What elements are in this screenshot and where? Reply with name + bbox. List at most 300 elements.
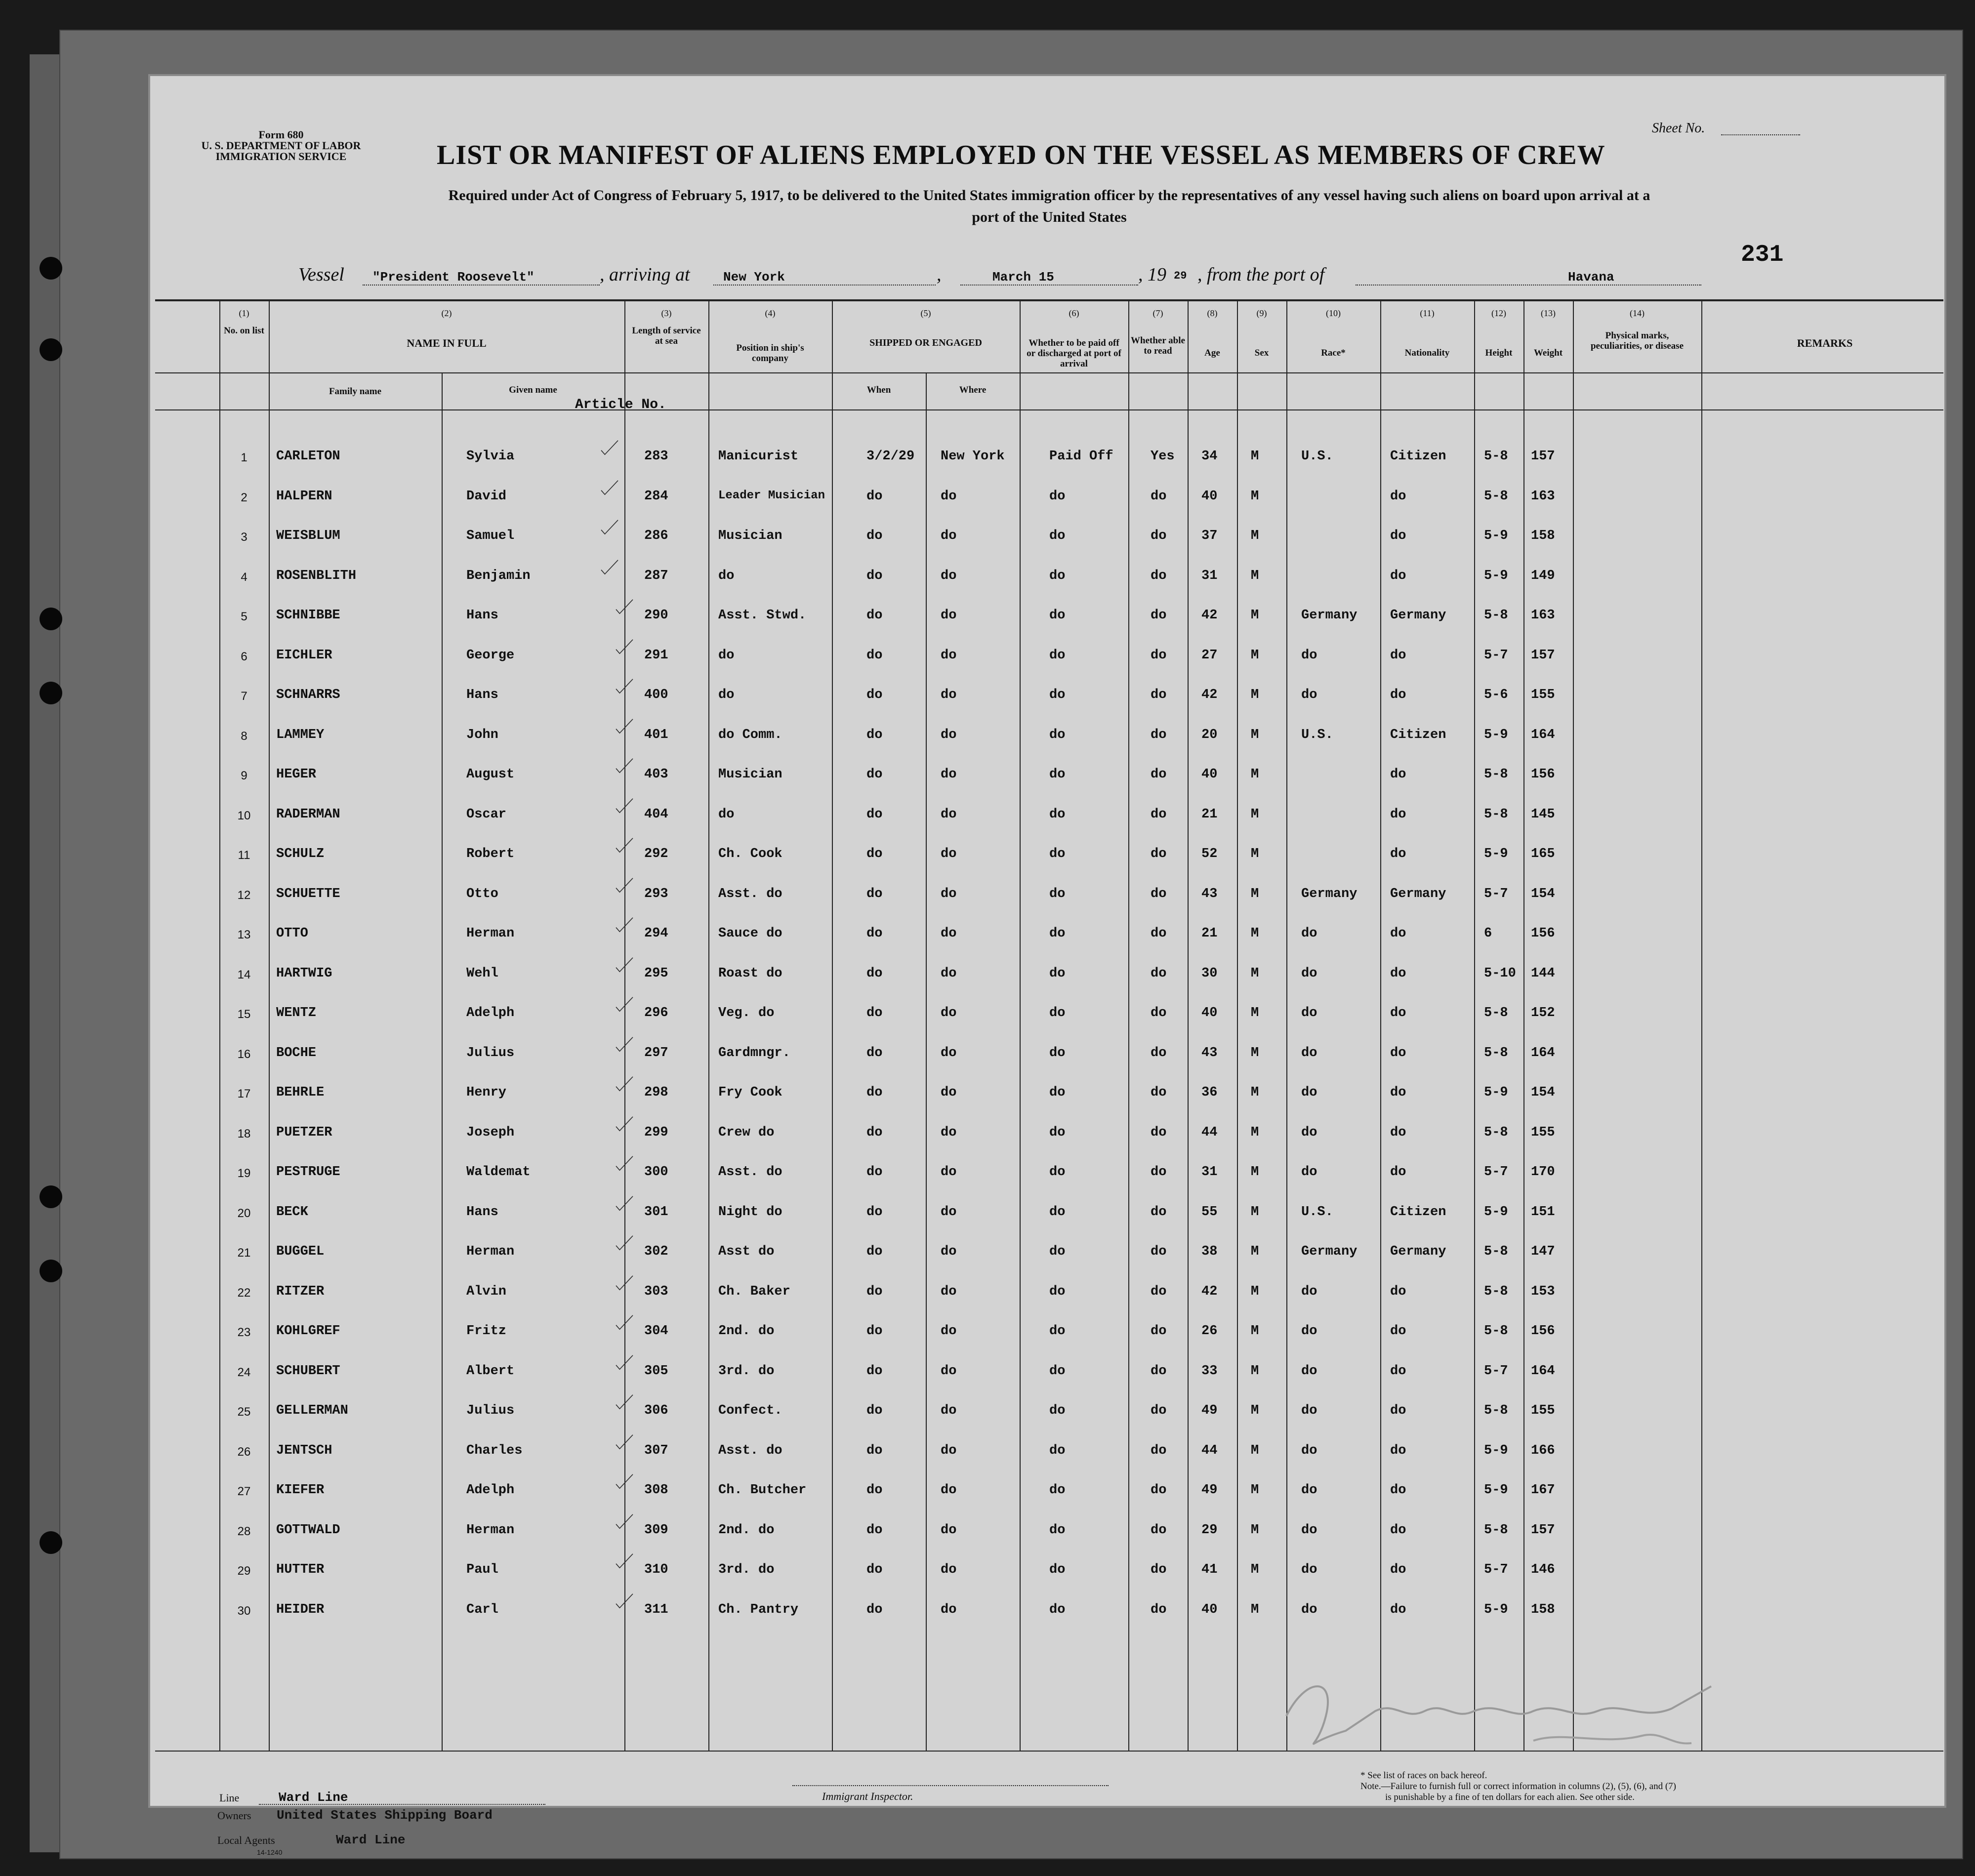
cell-height: 5-9 bbox=[1484, 1443, 1508, 1458]
cell-paid: do bbox=[1049, 568, 1066, 583]
cell-given: Julius bbox=[466, 1045, 515, 1060]
col-header-remarks: REMARKS bbox=[1797, 337, 1853, 349]
cell-race: do bbox=[1301, 1483, 1317, 1498]
cell-sex: M bbox=[1251, 926, 1259, 941]
table-subheader-rule bbox=[155, 409, 1943, 410]
cell-age: 37 bbox=[1201, 529, 1218, 543]
cell-when: do bbox=[866, 1085, 883, 1100]
cell-nationality: do bbox=[1390, 807, 1406, 822]
inspector-line bbox=[792, 1785, 1109, 1786]
cell-nationality: Citizen bbox=[1390, 1204, 1446, 1220]
cell-read: do bbox=[1151, 648, 1167, 663]
cell-read: do bbox=[1151, 529, 1167, 543]
row-number: 2 bbox=[241, 490, 247, 504]
cell-position: Asst. do bbox=[718, 1443, 782, 1458]
cell-when: do bbox=[866, 688, 883, 702]
row-number: 1 bbox=[241, 451, 247, 464]
cell-paid: do bbox=[1049, 1443, 1066, 1458]
cell-when: do bbox=[866, 568, 883, 583]
cell-read: do bbox=[1151, 489, 1167, 504]
cell-service: 303 bbox=[644, 1284, 668, 1299]
cell-position: 2nd. do bbox=[718, 1324, 775, 1339]
cell-height: 5-9 bbox=[1484, 1204, 1508, 1220]
cell-when: 3/2/29 bbox=[866, 449, 915, 464]
cell-service: 299 bbox=[644, 1125, 668, 1140]
cell-read: do bbox=[1151, 1204, 1167, 1220]
cell-nationality: do bbox=[1390, 1085, 1406, 1100]
cell-read: do bbox=[1151, 1324, 1167, 1339]
cell-race: do bbox=[1301, 1125, 1317, 1140]
cell-where: do bbox=[941, 489, 957, 504]
col-number: (5) bbox=[920, 308, 931, 318]
cell-weight: 164 bbox=[1531, 1363, 1555, 1379]
cell-where: do bbox=[941, 608, 957, 623]
col-number: (8) bbox=[1207, 308, 1218, 318]
row-number: 13 bbox=[237, 928, 251, 941]
sheet-number-line bbox=[1721, 134, 1800, 135]
cell-family: JENTSCH bbox=[276, 1443, 332, 1458]
check-mark bbox=[610, 757, 639, 774]
cell-when: do bbox=[866, 1403, 883, 1418]
cell-position: Musician bbox=[718, 529, 782, 543]
cell-read: do bbox=[1151, 1483, 1167, 1498]
cell-sex: M bbox=[1251, 688, 1259, 702]
cell-where: do bbox=[941, 1006, 957, 1020]
cell-where: do bbox=[941, 688, 957, 702]
cell-family: SCHULZ bbox=[276, 847, 325, 861]
cell-where: do bbox=[941, 767, 957, 782]
cell-where: do bbox=[941, 1045, 957, 1060]
col-header-where: Where bbox=[959, 385, 987, 395]
cell-given: Paul bbox=[466, 1562, 498, 1577]
cell-read: do bbox=[1151, 926, 1167, 941]
col-number: (2) bbox=[441, 308, 452, 318]
cell-weight: 149 bbox=[1531, 568, 1555, 583]
cell-height: 5-8 bbox=[1484, 1125, 1508, 1140]
col-number: (1) bbox=[239, 308, 249, 318]
cell-where: do bbox=[941, 727, 957, 742]
cell-height: 5-7 bbox=[1484, 1165, 1508, 1180]
cell-service: 296 bbox=[644, 1006, 668, 1020]
cell-age: 40 bbox=[1201, 1006, 1218, 1020]
col-header-race: Race* bbox=[1321, 348, 1346, 358]
cell-height: 5-9 bbox=[1484, 529, 1508, 543]
cell-race: do bbox=[1301, 1085, 1317, 1100]
check-mark bbox=[610, 1036, 639, 1053]
cell-position: do bbox=[718, 807, 735, 822]
col-header-height: Height bbox=[1485, 348, 1513, 358]
col-rule bbox=[708, 299, 709, 1752]
cell-service: 294 bbox=[644, 926, 668, 941]
cell-height: 5-7 bbox=[1484, 1562, 1508, 1577]
col-header-age: Age bbox=[1204, 348, 1220, 358]
cell-height: 5-8 bbox=[1484, 449, 1508, 464]
cell-weight: 157 bbox=[1531, 1522, 1555, 1538]
cell-service: 305 bbox=[644, 1363, 668, 1379]
cell-family: ROSENBLITH bbox=[276, 568, 357, 583]
cell-when: do bbox=[866, 807, 883, 822]
line-value: Ward Line bbox=[279, 1790, 348, 1805]
cell-weight: 155 bbox=[1531, 1403, 1555, 1418]
cell-where: do bbox=[941, 886, 957, 901]
cell-weight: 163 bbox=[1531, 608, 1555, 623]
check-mark bbox=[610, 1433, 639, 1450]
cell-sex: M bbox=[1251, 608, 1259, 623]
cell-when: do bbox=[866, 1244, 883, 1259]
cell-sex: M bbox=[1251, 648, 1259, 663]
cell-weight: 167 bbox=[1531, 1483, 1555, 1498]
row-number: 22 bbox=[237, 1286, 251, 1300]
cell-where: do bbox=[941, 1324, 957, 1339]
cell-weight: 155 bbox=[1531, 1125, 1555, 1140]
check-mark bbox=[610, 797, 639, 814]
cell-paid: do bbox=[1049, 1085, 1066, 1100]
row-number: 21 bbox=[237, 1246, 251, 1260]
cell-where: do bbox=[941, 529, 957, 543]
row-number: 16 bbox=[237, 1047, 251, 1061]
col-header-given: Given name bbox=[509, 385, 557, 395]
cell-weight: 144 bbox=[1531, 966, 1555, 981]
row-number: 17 bbox=[237, 1087, 251, 1101]
cell-given: Henry bbox=[466, 1085, 507, 1100]
check-mark bbox=[610, 1354, 639, 1371]
form-header bbox=[197, 129, 365, 162]
col-header-nationality: Nationality bbox=[1404, 348, 1450, 358]
cell-position: Crew do bbox=[718, 1125, 775, 1140]
cell-paid: do bbox=[1049, 926, 1066, 941]
cell-sex: M bbox=[1251, 1125, 1259, 1140]
row-number: 15 bbox=[237, 1008, 251, 1021]
cell-read: do bbox=[1151, 966, 1167, 981]
col-rule bbox=[269, 299, 270, 1752]
binder-hole bbox=[40, 1260, 62, 1282]
cell-where: do bbox=[941, 1165, 957, 1180]
col-rule bbox=[926, 372, 927, 1751]
cell-age: 49 bbox=[1201, 1483, 1218, 1498]
binder-hole bbox=[40, 338, 62, 361]
cell-sex: M bbox=[1251, 1284, 1259, 1299]
col-number: (9) bbox=[1256, 308, 1267, 318]
note-fine-1: Note.—Failure to furnish full or correct information in columns (2), (5), (6), and (7) bbox=[1360, 1781, 1676, 1792]
binder-hole bbox=[40, 1531, 62, 1554]
cell-paid: do bbox=[1049, 1284, 1066, 1299]
subtitle-line-2: port of the United States bbox=[972, 209, 1127, 225]
cell-read: do bbox=[1151, 1006, 1167, 1020]
cell-when: do bbox=[866, 926, 883, 941]
form-service: IMMIGRATION SERVICE bbox=[215, 150, 347, 163]
col-number: (14) bbox=[1630, 308, 1645, 318]
check-mark bbox=[610, 598, 639, 615]
cell-nationality: Citizen bbox=[1390, 727, 1446, 742]
row-number: 12 bbox=[237, 888, 251, 902]
port-of-arrival: New York bbox=[723, 270, 785, 285]
cell-paid: do bbox=[1049, 648, 1066, 663]
cell-read: do bbox=[1151, 1522, 1167, 1538]
cell-service: 291 bbox=[644, 648, 668, 663]
col-number: (7) bbox=[1152, 308, 1163, 318]
cell-service: 403 bbox=[644, 767, 668, 782]
cell-race: U.S. bbox=[1301, 1204, 1333, 1220]
cell-nationality: do bbox=[1390, 489, 1406, 504]
col-rule bbox=[832, 299, 833, 1752]
from-port-label: , from the port of bbox=[1197, 264, 1325, 285]
col-header-shipped: SHIPPED OR ENGAGED bbox=[869, 337, 982, 348]
cell-age: 41 bbox=[1201, 1562, 1218, 1577]
cell-height: 5-9 bbox=[1484, 1085, 1508, 1100]
cell-position: Leader Musician bbox=[718, 489, 825, 502]
cell-nationality: do bbox=[1390, 1602, 1406, 1617]
form-number: Form 680 bbox=[258, 128, 304, 141]
cell-nationality: Germany bbox=[1390, 1244, 1446, 1259]
cell-paid: Paid Off bbox=[1049, 449, 1113, 464]
cell-race: do bbox=[1301, 966, 1317, 981]
cell-given: Hans bbox=[466, 1204, 498, 1220]
cell-height: 5-8 bbox=[1484, 608, 1508, 623]
col-header-marks: Physical marks, peculiarities, or disease bbox=[1590, 330, 1684, 351]
col-number: (4) bbox=[765, 308, 776, 318]
note-fine-2: is punishable by a fine of ten dollars for each alien. See other side. bbox=[1385, 1792, 1635, 1802]
cell-sex: M bbox=[1251, 1522, 1259, 1538]
col-number: (13) bbox=[1541, 308, 1556, 318]
check-mark bbox=[595, 439, 624, 456]
cell-sex: M bbox=[1251, 1403, 1259, 1418]
cell-sex: M bbox=[1251, 807, 1259, 822]
cell-given: Wehl bbox=[466, 966, 498, 981]
page-subtitle bbox=[200, 185, 1899, 228]
cell-read: do bbox=[1151, 1085, 1167, 1100]
cell-paid: do bbox=[1049, 1006, 1066, 1020]
cell-family: HEIDER bbox=[276, 1602, 325, 1617]
cell-position: Confect. bbox=[718, 1403, 782, 1418]
cell-height: 5-7 bbox=[1484, 886, 1508, 901]
cell-nationality: do bbox=[1390, 767, 1406, 782]
cell-service: 401 bbox=[644, 727, 668, 742]
col-rule bbox=[1020, 299, 1021, 1752]
cell-sex: M bbox=[1251, 568, 1259, 583]
cell-read: do bbox=[1151, 1443, 1167, 1458]
cell-nationality: do bbox=[1390, 648, 1406, 663]
cell-family: BUGGEL bbox=[276, 1244, 325, 1259]
cell-age: 55 bbox=[1201, 1204, 1218, 1220]
cell-position: Fry Cook bbox=[718, 1085, 782, 1100]
check-mark bbox=[610, 996, 639, 1013]
cell-when: do bbox=[866, 1324, 883, 1339]
row-number: 18 bbox=[237, 1127, 251, 1141]
check-mark bbox=[610, 1274, 639, 1291]
col-header-weight: Weight bbox=[1533, 348, 1563, 358]
cell-where: do bbox=[941, 1125, 957, 1140]
cell-sex: M bbox=[1251, 1045, 1259, 1060]
cell-paid: do bbox=[1049, 1204, 1066, 1220]
cell-service: 292 bbox=[644, 847, 668, 861]
cell-where: do bbox=[941, 1483, 957, 1498]
vessel-label: Vessel bbox=[298, 264, 344, 285]
cell-family: KOHLGREF bbox=[276, 1324, 340, 1339]
cell-race: do bbox=[1301, 688, 1317, 702]
cell-nationality: do bbox=[1390, 1522, 1406, 1538]
check-mark bbox=[610, 1234, 639, 1251]
col-rule bbox=[1474, 299, 1475, 1752]
cell-where: do bbox=[941, 1204, 957, 1220]
subtitle-line-1: Required under Act of Congress of February 5, 1917, to be delivered to the United States immigration officer by the representatives of any vessel having such aliens on board upon arrival at a bbox=[448, 187, 1650, 204]
binder-hole bbox=[40, 1185, 62, 1208]
cell-race: Germany bbox=[1301, 1244, 1358, 1259]
cell-weight: 165 bbox=[1531, 847, 1555, 861]
cell-nationality: do bbox=[1390, 1363, 1406, 1379]
cell-paid: do bbox=[1049, 886, 1066, 901]
cell-age: 30 bbox=[1201, 966, 1218, 981]
cell-paid: do bbox=[1049, 688, 1066, 702]
cell-read: do bbox=[1151, 608, 1167, 623]
cell-paid: do bbox=[1049, 529, 1066, 543]
cell-sex: M bbox=[1251, 767, 1259, 782]
cell-where: do bbox=[941, 1085, 957, 1100]
cell-age: 42 bbox=[1201, 1284, 1218, 1299]
cell-nationality: do bbox=[1390, 1006, 1406, 1020]
cell-nationality: do bbox=[1390, 1284, 1406, 1299]
cell-position: do bbox=[718, 648, 735, 663]
form-dept: U. S. DEPARTMENT OF LABOR bbox=[201, 139, 361, 152]
cell-position: Manicurist bbox=[718, 449, 799, 464]
cell-given: Julius bbox=[466, 1403, 515, 1418]
year-prefix: , 19 bbox=[1138, 264, 1166, 285]
check-mark bbox=[610, 916, 639, 933]
cell-weight: 155 bbox=[1531, 688, 1555, 702]
row-number: 30 bbox=[237, 1604, 251, 1618]
cell-when: do bbox=[866, 1006, 883, 1020]
col-rule bbox=[1701, 299, 1702, 1752]
cell-service: 310 bbox=[644, 1562, 668, 1577]
cell-when: do bbox=[866, 1125, 883, 1140]
cell-age: 31 bbox=[1201, 568, 1218, 583]
cell-given: David bbox=[466, 489, 507, 504]
cell-sex: M bbox=[1251, 727, 1259, 742]
check-mark bbox=[610, 1592, 639, 1609]
cell-given: August bbox=[466, 767, 515, 782]
cell-paid: do bbox=[1049, 1244, 1066, 1259]
cell-service: 290 bbox=[644, 608, 668, 623]
cell-nationality: do bbox=[1390, 1125, 1406, 1140]
row-number: 10 bbox=[237, 809, 251, 822]
cell-when: do bbox=[866, 1602, 883, 1617]
col-number: (6) bbox=[1069, 308, 1079, 318]
cell-height: 5-9 bbox=[1484, 727, 1508, 742]
row-number: 27 bbox=[237, 1485, 251, 1498]
cell-when: do bbox=[866, 529, 883, 543]
cell-given: Joseph bbox=[466, 1125, 515, 1140]
row-number: 14 bbox=[237, 968, 251, 981]
col-number: (12) bbox=[1491, 308, 1506, 318]
cell-where: do bbox=[941, 1403, 957, 1418]
cell-age: 40 bbox=[1201, 767, 1218, 782]
cell-when: do bbox=[866, 1045, 883, 1060]
cell-position: Asst. do bbox=[718, 1165, 782, 1180]
cell-sex: M bbox=[1251, 966, 1259, 981]
comma-label: , bbox=[937, 264, 942, 285]
cell-position: 3rd. do bbox=[718, 1363, 775, 1379]
cell-given: Alvin bbox=[466, 1284, 507, 1299]
cell-weight: 158 bbox=[1531, 1602, 1555, 1617]
cell-nationality: do bbox=[1390, 568, 1406, 583]
cell-given: Waldemat bbox=[466, 1165, 531, 1180]
cell-height: 5-8 bbox=[1484, 1403, 1508, 1418]
cell-family: SCHNIBBE bbox=[276, 608, 340, 623]
cell-height: 5-8 bbox=[1484, 1522, 1508, 1538]
cell-read: do bbox=[1151, 1602, 1167, 1617]
cell-given: Benjamin bbox=[466, 568, 531, 583]
cell-sex: M bbox=[1251, 1363, 1259, 1379]
cell-family: SCHUBERT bbox=[276, 1363, 340, 1379]
cell-sex: M bbox=[1251, 449, 1259, 464]
cell-given: Herman bbox=[466, 1522, 515, 1538]
cell-paid: do bbox=[1049, 1522, 1066, 1538]
owners-value: United States Shipping Board bbox=[277, 1808, 493, 1823]
cell-paid: do bbox=[1049, 1602, 1066, 1617]
cell-given: Fritz bbox=[466, 1324, 507, 1339]
arriving-label: , arriving at bbox=[600, 264, 690, 285]
check-mark bbox=[610, 1155, 639, 1172]
cell-given: Adelph bbox=[466, 1483, 515, 1498]
cell-age: 40 bbox=[1201, 489, 1218, 504]
cell-when: do bbox=[866, 1165, 883, 1180]
cell-position: Ch. Pantry bbox=[718, 1602, 799, 1617]
cell-where: do bbox=[941, 966, 957, 981]
cell-family: LAMMEY bbox=[276, 727, 325, 742]
sheet-label: Sheet No. bbox=[1652, 121, 1705, 136]
cell-sex: M bbox=[1251, 1443, 1259, 1458]
cell-sex: M bbox=[1251, 1483, 1259, 1498]
binder-hole bbox=[40, 682, 62, 704]
cell-age: 33 bbox=[1201, 1363, 1218, 1379]
cell-race: U.S. bbox=[1301, 727, 1333, 742]
cell-sex: M bbox=[1251, 847, 1259, 861]
cell-nationality: Germany bbox=[1390, 886, 1446, 901]
cell-weight: 154 bbox=[1531, 886, 1555, 901]
cell-age: 21 bbox=[1201, 807, 1218, 822]
cell-position: Asst. do bbox=[718, 886, 782, 901]
row-number: 5 bbox=[241, 610, 247, 623]
cell-service: 304 bbox=[644, 1324, 668, 1339]
cell-given: Adelph bbox=[466, 1006, 515, 1020]
cell-race: do bbox=[1301, 1045, 1317, 1060]
cell-paid: do bbox=[1049, 1562, 1066, 1577]
cell-given: Otto bbox=[466, 886, 498, 901]
cell-position: Night do bbox=[718, 1204, 782, 1220]
check-mark bbox=[610, 837, 639, 854]
cell-sex: M bbox=[1251, 1006, 1259, 1020]
cell-sex: M bbox=[1251, 1324, 1259, 1339]
cell-race: do bbox=[1301, 1363, 1317, 1379]
cell-race: U.S. bbox=[1301, 449, 1333, 464]
cell-age: 34 bbox=[1201, 449, 1218, 464]
cell-paid: do bbox=[1049, 1125, 1066, 1140]
cell-family: BECK bbox=[276, 1204, 308, 1220]
cell-age: 31 bbox=[1201, 1165, 1218, 1180]
cell-given: Carl bbox=[466, 1602, 498, 1617]
cell-when: do bbox=[866, 727, 883, 742]
row-number: 11 bbox=[238, 849, 250, 862]
cell-age: 26 bbox=[1201, 1324, 1218, 1339]
cell-position: Ch. Butcher bbox=[718, 1483, 807, 1498]
cell-paid: do bbox=[1049, 608, 1066, 623]
cell-paid: do bbox=[1049, 1045, 1066, 1060]
cell-service: 311 bbox=[644, 1602, 668, 1617]
cell-nationality: do bbox=[1390, 1403, 1406, 1418]
cell-when: do bbox=[866, 966, 883, 981]
cell-when: do bbox=[866, 767, 883, 782]
cell-weight: 166 bbox=[1531, 1443, 1555, 1458]
cell-family: PUETZER bbox=[276, 1125, 332, 1140]
